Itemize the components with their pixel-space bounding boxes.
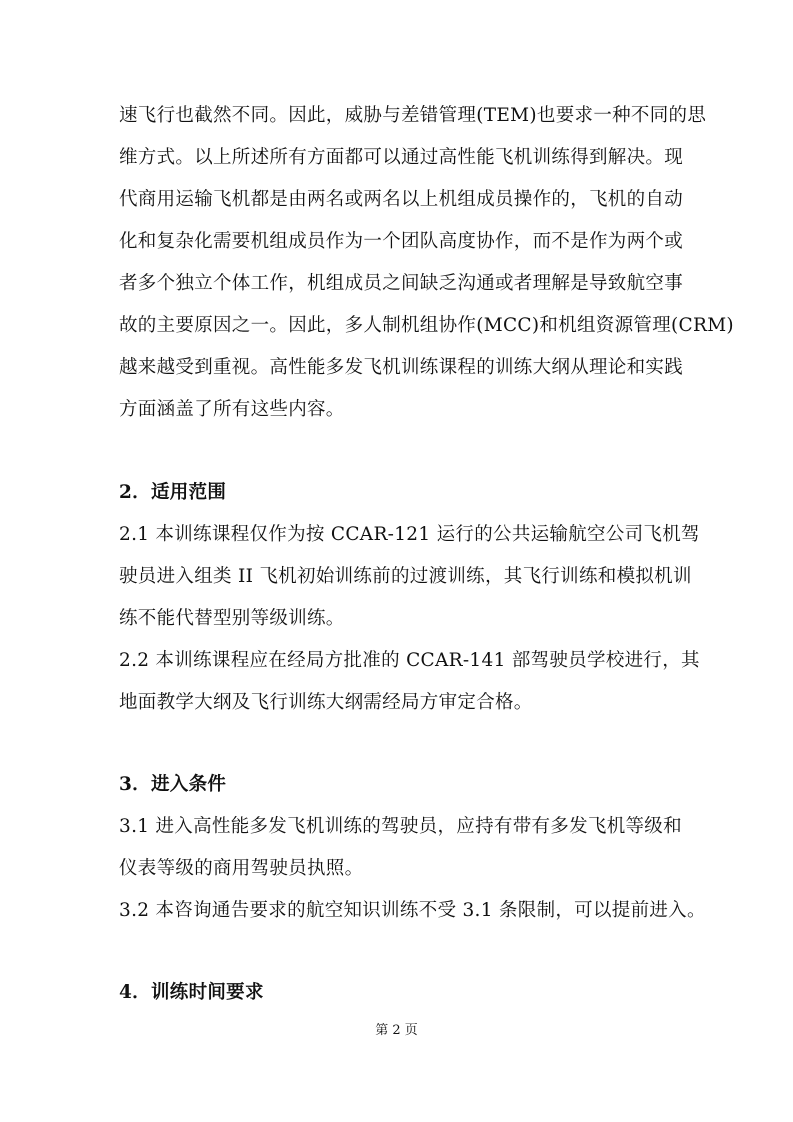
text-line: 者多个独立个体工作，机组成员之间缺乏沟通或者理解是导致航空事 [119,273,684,294]
page-number: 第 2 页 [375,1023,418,1038]
section-heading-training-time: 4．训练时间要求 [119,982,264,1003]
text-line: 3.1 进入高性能多发飞机训练的驾驶员，应持有带有多发飞机等级和 [119,816,682,837]
text-line: 驶员进入组类 II 飞机初始训练前的过渡训练，其飞行训练和模拟机训 [119,566,692,587]
text-line: 2.1 本训练课程仅作为按 CCAR-121 运行的公共运输航空公司飞机驾 [119,524,700,545]
text-line: 地面教学大纲及飞行训练大纲需经局方审定合格。 [119,692,533,713]
text-line: 仪表等级的商用驾驶员执照。 [119,858,364,879]
text-line: 速飞行也截然不同。因此，威胁与差错管理(TEM)也要求一种不同的思 [119,105,707,126]
section-heading-scope: 2．适用范围 [119,482,227,503]
section-heading-entry-conditions: 3．进入条件 [119,774,227,795]
text-line: 练不能代替型别等级训练。 [119,608,345,629]
text-line: 3.2 本咨询通告要求的航空知识训练不受 3.1 条限制，可以提前进入。 [119,900,706,921]
text-line: 故的主要原因之一。因此，多人制机组协作(MCC)和机组资源管理(CRM) [119,315,734,336]
text-line: 2.2 本训练课程应在经局方批准的 CCAR-141 部驾驶员学校进行，其 [119,650,700,671]
text-line: 方面涵盖了所有这些内容。 [119,399,345,420]
text-line: 代商用运输飞机都是由两名或两名以上机组成员操作的，飞机的自动 [119,189,684,210]
text-line: 化和复杂化需要机组成员作为一个团队高度协作，而不是作为两个或 [119,231,684,252]
text-line: 越来越受到重视。高性能多发飞机训练课程的训练大纲从理论和实践 [119,357,684,378]
text-line: 维方式。以上所述所有方面都可以通过高性能飞机训练得到解决。现 [119,147,684,168]
